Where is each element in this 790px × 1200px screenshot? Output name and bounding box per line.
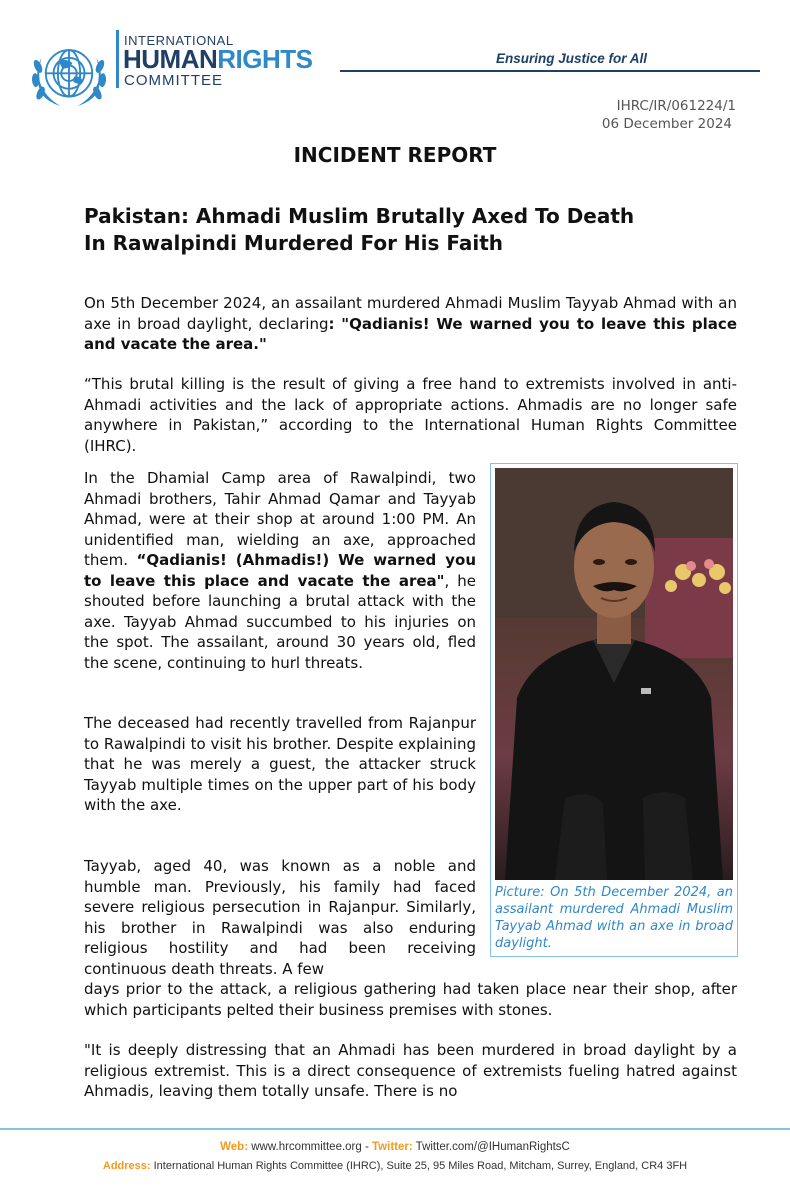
org-name-committee: COMMITTEE: [124, 72, 223, 89]
header-divider: [340, 70, 760, 72]
paragraph-3-text-a: In the Dhamial Camp area of Rawalpindi, two Ahmadi brothers, Tahir Ahmad Qamar and Tayyab Ahmad, were at their shop at around 1:00 PM. An unidentified man, wielding an axe, approached them.: [84, 469, 476, 569]
report-date: 06 December 2024: [601, 116, 732, 132]
paragraph-5: Tayyab, aged 40, was known as a noble and humble man. Previously, his family had faced severe religious persecution in Rajanpur. Similarly, his brother in Rawalpindi was also enduring religious hostility and had been receiving continuous death threats. A few: [84, 857, 476, 978]
footer-address: [0, 1160, 790, 1172]
twitter-link[interactable]: Twitter.com/@IHumanRightsC: [412, 1141, 570, 1153]
report-title: INCIDENT REPORT: [293, 143, 497, 167]
headline: [84, 203, 744, 257]
paragraph-3-text-b: , he shouted before launching a brutal attack with the axe. Tayyab Ahmad succumbed to his injuries on the spot. The assailant, around 30 years old, fled the scene, continuing to hurl threats.: [84, 571, 476, 672]
org-name-rights: RIGHTS: [217, 44, 313, 74]
paragraph-2: “This brutal killing is the result of giving a free hand to extremists involved in anti-Ahmadi activities and the lack of appropriate actions. Ahmadis are no longer safe anywhere in Pakistan,” according to the International Human Rights Committee (IHRC).: [84, 375, 737, 455]
logo-divider: [116, 30, 119, 88]
twitter-label: Twitter:: [372, 1141, 413, 1153]
photo-box: [490, 463, 738, 957]
web-label: Web:: [220, 1141, 249, 1153]
headline-line-2: In Rawalpindi Murdered For His Faith: [84, 231, 504, 255]
paragraph-3-quote: “Qadianis! (Ahmadis!) We warned you to leave this place and vacate the area": [84, 551, 476, 590]
paragraph-4: The deceased had recently travelled from Rajanpur to Rawalpindi to visit his brother. Despite explaining that he was merely a guest, the attacker struck Tayyab multiple times on the upper part of his body with the axe.: [84, 714, 476, 814]
org-name-international: INTERNATIONAL: [124, 33, 234, 48]
web-link[interactable]: www.hrcommittee.org -: [248, 1141, 373, 1153]
org-name-human-rights: [123, 45, 313, 73]
paragraph-1: [84, 293, 737, 355]
address-label: Address:: [102, 1160, 151, 1172]
paragraph-6: "It is deeply distressing that an Ahmadi has been murdered in broad daylight by a religious extremist. This is a direct consequence of extremists fueling hatred against Ahmadis, leaving them totally unsafe. There is no: [84, 1041, 737, 1100]
footer-divider: [0, 1128, 790, 1130]
report-reference: IHRC/IR/061224/1: [616, 98, 736, 114]
org-name-human: HUMAN: [123, 44, 218, 74]
paragraph-5-continued: days prior to the attack, a religious gathering had taken place near their shop, after which participants pelted their business premises with stones.: [84, 980, 737, 1019]
victim-photo: [495, 468, 733, 880]
un-globe-emblem-icon: [26, 32, 112, 118]
paragraph-1-quote: : "Qadianis! We warned you to leave this place and vacate the area.": [84, 314, 737, 353]
address-text: International Human Rights Committee (IHRC), Suite 25, 95 Miles Road, Mitcham, Surrey, England, CR4 3FH: [150, 1160, 688, 1172]
headline-line-1: Pakistan: Ahmadi Muslim Brutally Axed To Death: [84, 204, 635, 228]
tagline: Ensuring Justice for All: [496, 51, 648, 66]
photo-caption: Picture: On 5th December 2024, an assailant murdered Ahmadi Muslim Tayyab Ahmad with an axe in broad daylight.: [495, 885, 733, 951]
footer-contact: [0, 1141, 790, 1153]
paragraph-3: [84, 468, 476, 673]
paragraph-1-text: On 5th December 2024, an assailant murdered Ahmadi Muslim Tayyab Ahmad with an axe in broad daylight, declaring: [84, 294, 737, 333]
victim-photo-illustration: [495, 468, 733, 880]
